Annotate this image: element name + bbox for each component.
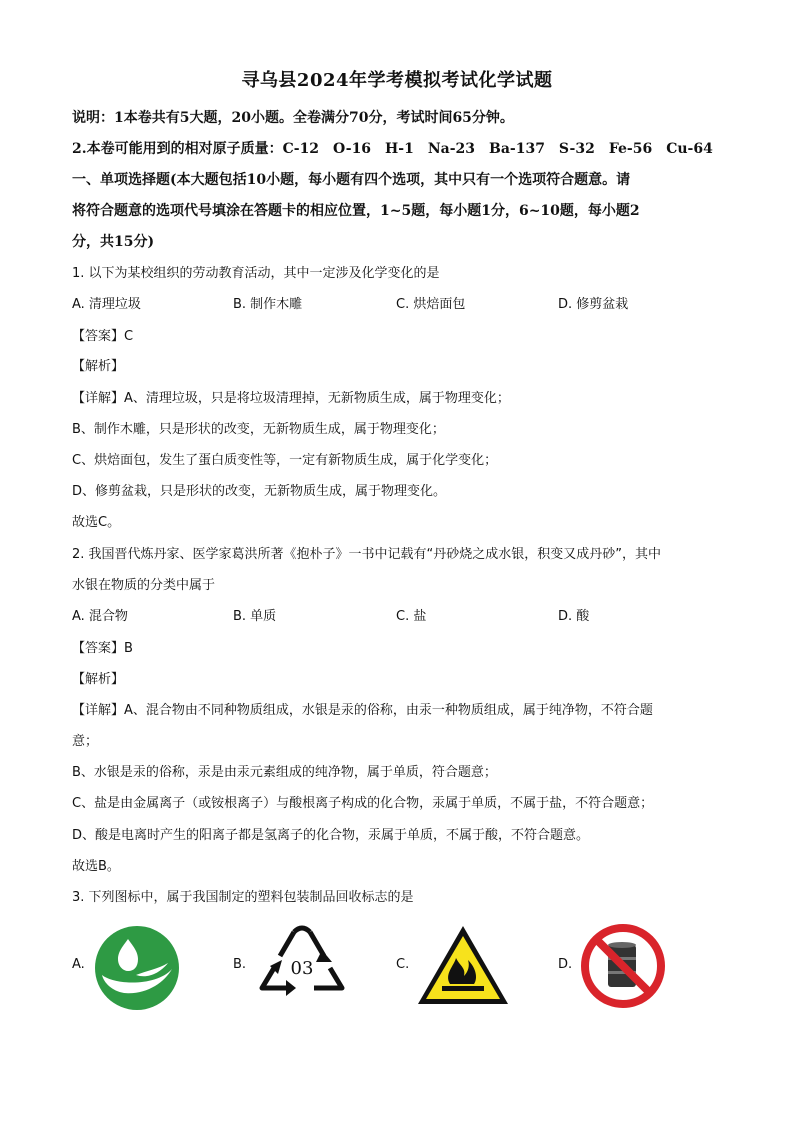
q2-detail-line-5: D、酸是电离时产生的阳离子都是氢离子的化合物，汞属于单质，不属于酸，不符合题意。 <box>72 828 590 843</box>
q1-option-a: A. 清理垃圾 <box>72 297 141 312</box>
q1-detail-line-2: B、制作木雕，只是形状的改变，无新物质生成，属于物理变化； <box>72 422 445 437</box>
q1-option-b: B. 制作木雕 <box>233 297 303 312</box>
q1-stem: 1. 以下为某校组织的劳动教育活动，其中一定涉及化学变化的是 <box>72 266 440 281</box>
answer-tag: 【答案】 <box>72 329 125 344</box>
q2-detail-line-3: B、水银是汞的俗称，汞是由汞元素组成的纯净物，属于单质，符合题意； <box>72 765 497 780</box>
q2-stem-line-2: 水银在物质的分类中属于 <box>72 578 216 593</box>
answer-value: C <box>124 329 134 344</box>
q2-option-d: D. 酸 <box>558 609 590 624</box>
q2-option-c: C. 盐 <box>396 609 427 624</box>
q1-detail-line-1 <box>72 389 510 409</box>
q2-analysis-tag: 【解析】 <box>72 672 125 687</box>
q2-option-b: B. 单质 <box>233 609 277 624</box>
q1-conclusion: 故选C。 <box>72 515 121 530</box>
q3-option-d-label: D. <box>558 957 573 972</box>
q2-option-a: A. 混合物 <box>72 609 128 624</box>
q2-detail-line-1 <box>72 701 653 721</box>
answer-tag: 【答案】 <box>72 641 125 656</box>
q1-detail-line-4: D、修剪盆栽，只是形状的改变，无新物质生成，属于物理变化。 <box>72 484 447 499</box>
q2-stem-line-1: 2. 我国晋代炼丹家、医学家葛洪所著《抱朴子》一书中记载有“丹砂烧之成水银，积变又成丹砂”，其中 <box>72 547 662 562</box>
q3-stem: 3. 下列图标中，属于我国制定的塑料包装制品回收标志的是 <box>72 890 414 905</box>
q3-option-b-label: B. <box>233 957 247 972</box>
q3-option-a-label: A. <box>72 957 85 972</box>
recycle-number: 03 <box>290 958 314 979</box>
instructions-line-2: 2.本卷可能用到的相对原子质量：C-12 O-16 H-1 Na-23 Ba-137 S-32 Fe-56 Cu-64 <box>72 141 713 157</box>
q2-detail-line-2: 意； <box>72 734 99 749</box>
instructions-line-1: 说明：1本卷共有5大题，20小题。全卷满分70分，考试时间65分钟。 <box>72 110 514 126</box>
q2-answer <box>72 638 133 659</box>
page-title: 寻乌县2024年学考模拟考试化学试题 <box>241 70 553 91</box>
section-heading-line-3: 分，共15分) <box>72 234 155 250</box>
section-heading-line-1: 一、单项选择题(本大题包括10小题，每小题有四个选项，其中只有一个选项符合题意。请 <box>72 172 631 188</box>
detail-text: A、清理垃圾，只是将垃圾清理掉，无新物质生成，属于物理变化； <box>124 391 510 406</box>
detail-text: A、混合物由不同种物质组成，水银是汞的俗称，由汞一种物质组成，属于纯净物，不符合题 <box>124 703 653 718</box>
q1-analysis-tag: 【解析】 <box>72 359 125 374</box>
q1-detail-line-3: C、烘焙面包，发生了蛋白质变性等，一定有新物质生成，属于化学变化； <box>72 453 498 468</box>
q1-answer <box>72 326 133 347</box>
q1-option-d: D. 修剪盆栽 <box>558 297 629 312</box>
q1-option-c: C. 烘焙面包 <box>396 297 466 312</box>
section-heading-line-2: 将符合题意的选项代号填涂在答题卡的相应位置，1~5题，每小题1分，6~10题，每小题2 <box>72 203 640 219</box>
q2-conclusion: 故选B。 <box>72 859 120 874</box>
flammable-warning-icon <box>416 924 510 1006</box>
detail-tag: 【详解】 <box>72 391 125 406</box>
detail-tag: 【详解】 <box>72 703 125 718</box>
water-saving-icon <box>94 925 180 1011</box>
q2-detail-line-4: C、盐是由金属离子（或铵根离子）与酸根离子构成的化合物，汞属于单质，不属于盐，不符合题意； <box>72 796 654 811</box>
prohibition-barrel-icon <box>580 923 666 1009</box>
q3-option-c-label: C. <box>396 957 410 972</box>
answer-value: B <box>124 641 133 656</box>
plastic-recycle-icon <box>256 922 348 1006</box>
